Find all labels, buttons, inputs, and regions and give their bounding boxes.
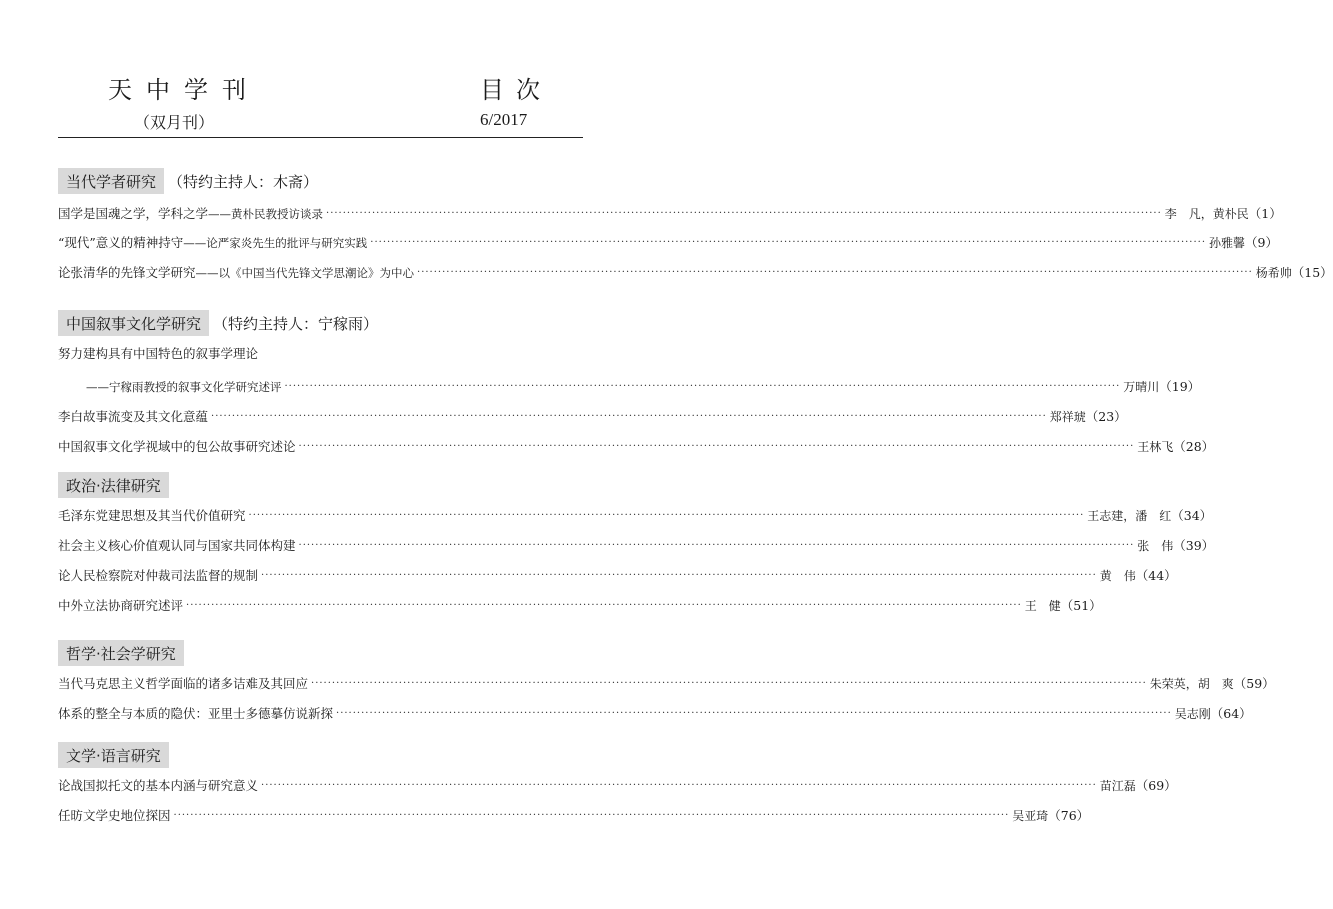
- entry-author: 吴志刚: [1174, 707, 1211, 721]
- dot-leader: ········································································································································································································: [173, 810, 1010, 821]
- entry-author: 黄 伟: [1099, 569, 1136, 583]
- dot-leader: ········································································································································································································: [261, 570, 1097, 581]
- toc-entry[interactable]: [58, 778, 1177, 794]
- entry-author: 李 凡，黄朴民: [1164, 207, 1249, 221]
- entry-page: （28）: [1173, 439, 1215, 454]
- entry-main-title: 国学是国魂之学，学科之学: [58, 206, 209, 221]
- toc-entry[interactable]: [58, 265, 1333, 281]
- entry-title: [58, 568, 258, 584]
- entry-page: （19）: [1159, 379, 1201, 394]
- dot-leader: ········································································································································································································: [336, 708, 1172, 719]
- section-header: [58, 310, 583, 336]
- toc-entry[interactable]: [58, 808, 1090, 824]
- entry-title: [58, 508, 246, 524]
- entry-author: 郑祥琥: [1049, 410, 1086, 424]
- entry-main-title: 论战国拟托文的基本内涵与研究意义: [58, 778, 259, 793]
- entry-title: [58, 676, 308, 692]
- dot-leader: ········································································································································································································: [248, 510, 1085, 521]
- entry-subtitle: ——论严家炎先生的批评与研究实践: [183, 236, 368, 250]
- dot-leader: ········································································································································································································: [211, 411, 1047, 422]
- entry-title: [58, 598, 183, 614]
- dot-leader: ········································································································································································································: [311, 678, 1147, 689]
- entry-title: [58, 706, 333, 722]
- entry-author: 张 伟: [1137, 539, 1174, 553]
- entry-page: （39）: [1173, 538, 1215, 553]
- entry-main-title: 李白故事流变及其文化意蕴: [58, 409, 209, 424]
- entry-page: （51）: [1060, 598, 1102, 613]
- toc-entry[interactable]: [58, 346, 583, 362]
- entry-main-title: 论人民检察院对仲裁司法监督的规制: [58, 568, 259, 583]
- toc-entry[interactable]: [58, 538, 1215, 554]
- toc-entry[interactable]: [58, 409, 1127, 425]
- entry-page: （76）: [1048, 808, 1090, 823]
- entry-title: [86, 379, 282, 395]
- dot-leader: ········································································································································································································: [370, 237, 1207, 248]
- entry-title: [58, 778, 258, 794]
- toc-section: [58, 472, 1215, 613]
- dot-leader: ········································································································································································································: [326, 208, 1162, 219]
- section-title: 当代学者研究: [58, 168, 164, 194]
- entry-main-title: 中外立法协商研究述评: [58, 598, 184, 613]
- toc-entry[interactable]: [58, 379, 1201, 395]
- entry-main-title: 社会主义核心价值观认同与国家共同体构建: [58, 538, 296, 553]
- entry-author: 王林飞: [1137, 440, 1174, 454]
- toc-section: [58, 742, 1177, 823]
- dot-leader: ········································································································································································································: [417, 267, 1253, 278]
- toc-label: 目次: [480, 76, 552, 104]
- issue-number: 6/2017: [480, 110, 528, 129]
- entry-title: [58, 206, 323, 222]
- entry-page: （1）: [1248, 206, 1282, 221]
- entry-page: （34）: [1171, 508, 1213, 523]
- toc-entry[interactable]: [58, 508, 1213, 524]
- entry-title: [58, 346, 258, 362]
- entry-page: （64）: [1210, 706, 1252, 721]
- entry-author: 孙雅馨: [1209, 236, 1246, 250]
- section-title: 哲学·社会学研究: [58, 640, 184, 666]
- section-title: 文学·语言研究: [58, 742, 169, 768]
- entry-subtitle: ——以《中国当代先锋文学思潮论》为中心: [195, 266, 415, 280]
- section-title: 中国叙事文化学研究: [58, 310, 209, 336]
- toc-section: [58, 640, 1275, 721]
- entry-main-title: 论张清华的先锋文学研究: [58, 265, 196, 280]
- journal-title: 天中学刊: [108, 76, 260, 104]
- toc-section: [58, 310, 1215, 454]
- dot-leader: ········································································································································································································: [261, 780, 1097, 791]
- toc-entry[interactable]: [58, 439, 1215, 455]
- entry-author: 杨希帅: [1255, 266, 1292, 280]
- section-header: [58, 168, 583, 194]
- entry-page: （23）: [1085, 409, 1127, 424]
- section-header: [58, 472, 583, 498]
- section-host: （特约主持人：木斋）: [168, 172, 319, 191]
- dot-leader: ········································································································································································································: [298, 540, 1135, 551]
- entry-title: [58, 235, 367, 251]
- entry-title: [58, 409, 208, 425]
- entry-title: [58, 439, 296, 455]
- toc-entry[interactable]: [58, 206, 1282, 222]
- publication-frequency: （双月刊）: [134, 113, 215, 132]
- entry-main-title: 中国叙事文化学视域中的包公故事研究述论: [58, 439, 296, 454]
- entry-author: 王 健: [1024, 599, 1061, 613]
- entry-main-title: 体系的整全与本质的隐伏：亚里士多德摹仿说新探: [58, 706, 334, 721]
- dot-leader: ········································································································································································································: [284, 381, 1121, 392]
- entry-page: （15）: [1291, 265, 1333, 280]
- section-header: [58, 640, 583, 666]
- toc-entry[interactable]: [58, 598, 1102, 614]
- entry-title: [58, 538, 296, 554]
- entry-title: [58, 265, 414, 281]
- dot-leader: ········································································································································································································: [186, 600, 1022, 611]
- entry-subtitle: ——宁稼雨教授的叙事文化学研究述评: [86, 380, 282, 394]
- entry-author: 苗江磊: [1099, 779, 1136, 793]
- toc-entry[interactable]: [58, 706, 1252, 722]
- section-header: [58, 742, 583, 768]
- dot-leader: ········································································································································································································: [298, 441, 1135, 452]
- toc-section: [58, 168, 1333, 280]
- toc-entry[interactable]: [58, 568, 1177, 584]
- toc-entry[interactable]: [58, 676, 1275, 692]
- header-rule: [58, 137, 583, 138]
- entry-main-title: 毛泽东党建思想及其当代价值研究: [58, 508, 246, 523]
- entry-author: 朱荣英，胡 爽: [1149, 677, 1234, 691]
- entry-page: （44）: [1135, 568, 1177, 583]
- entry-subtitle: ——黄朴民教授访谈录: [208, 207, 324, 221]
- entry-main-title: 任昉文学史地位探因: [58, 808, 171, 823]
- entry-title: [58, 808, 171, 824]
- entry-author: 万晴川: [1123, 380, 1160, 394]
- section-title: 政治·法律研究: [58, 472, 169, 498]
- entry-page: （9）: [1245, 235, 1278, 250]
- entry-author: 吴亚琦: [1012, 809, 1049, 823]
- entry-main-title: 当代马克思主义哲学面临的诸多诘难及其回应: [58, 676, 309, 691]
- entry-main-title: 努力建构具有中国特色的叙事学理论: [58, 346, 259, 361]
- entry-page: （59）: [1233, 676, 1275, 691]
- entry-page: （69）: [1135, 778, 1177, 793]
- toc-entry[interactable]: [58, 235, 1278, 251]
- section-host: （特约主持人：宁稼雨）: [213, 314, 379, 333]
- entry-author: 王志建，潘 红: [1087, 509, 1172, 523]
- entry-main-title: “现代”意义的精神持守: [58, 235, 184, 250]
